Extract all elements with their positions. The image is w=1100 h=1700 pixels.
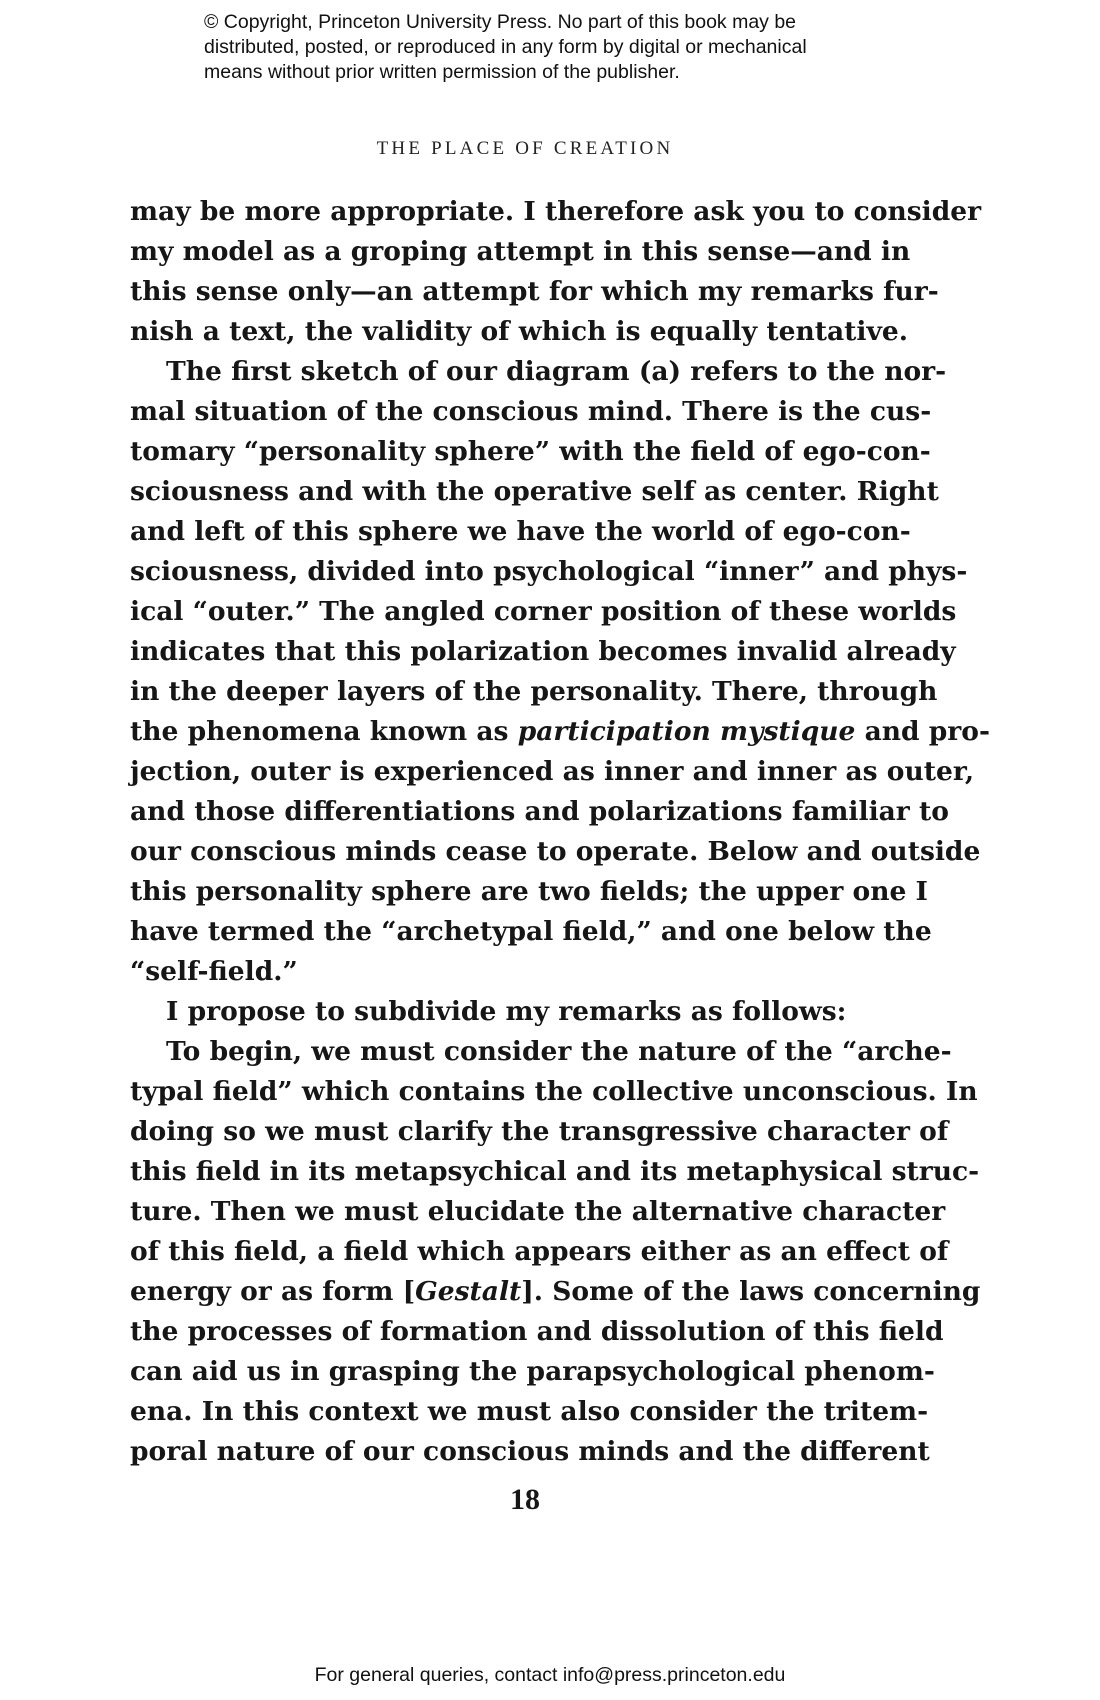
italic-term: Gestalt [415, 1276, 522, 1307]
text-line: my model as a groping attempt in this sense—and in [130, 236, 911, 267]
text-line: tomary “personality sphere” with the field of ego-con- [130, 436, 931, 467]
text-line-with-italic [130, 712, 990, 752]
text-line: and those differentiations and polarizations familiar to [130, 796, 949, 827]
text-line: ical “outer.” The angled corner position of these worlds [130, 596, 957, 627]
text-line: the processes of formation and dissolution of this field [130, 1316, 944, 1347]
text-line: may be more appropriate. I therefore ask you to consider [130, 196, 982, 227]
text-line: have termed the “archetypal field,” and one below the [130, 916, 932, 947]
footer-contact: For general queries, contact info@press.princeton.edu [314, 1664, 786, 1686]
body-text [130, 192, 990, 1472]
text-segment: energy or as form [ [130, 1276, 416, 1307]
text-line: this field in its metapsychical and its metaphysical struc- [130, 1156, 980, 1187]
italic-term: participation mystique [517, 716, 856, 747]
text-line: this sense only—an attempt for which my remarks fur- [130, 276, 939, 307]
text-line: this personality sphere are two fields; the upper one I [130, 876, 928, 907]
paragraph-first-line: The first sketch of our diagram (a) refers to the nor- [166, 356, 947, 387]
copyright-line: distributed, posted, or reproduced in any form by digital or mechanical [204, 36, 807, 58]
text-line-with-italic [130, 1272, 981, 1312]
text-line: ture. Then we must elucidate the alternative character [130, 1196, 946, 1227]
copyright-line: means without prior written permission of the publisher. [204, 61, 680, 83]
text-line: sciousness, divided into psychological “inner” and phys- [130, 556, 968, 587]
text-line: nish a text, the validity of which is equally tentative. [130, 316, 908, 347]
text-line: doing so we must clarify the transgressive character of [130, 1116, 949, 1147]
text-line: and left of this sphere we have the world of ego-con- [130, 516, 911, 547]
text-line: in the deeper layers of the personality. There, through [130, 676, 938, 707]
text-line: sciousness and with the operative self as center. Right [130, 476, 939, 507]
text-segment: ]. Some of the laws concerning [521, 1276, 981, 1307]
text-line: “self-field.” [130, 956, 298, 987]
text-line: typal field” which contains the collective unconscious. In [130, 1076, 978, 1107]
page-number: 18 [510, 1483, 540, 1516]
text-line: poral nature of our conscious minds and the different [130, 1436, 930, 1467]
copyright-notice [204, 10, 924, 85]
running-head: THE PLACE OF CREATION [376, 138, 674, 159]
text-line: jection, outer is experienced as inner and inner as outer, [130, 756, 975, 787]
text-segment: the phenomena known as [130, 716, 518, 747]
text-line: indicates that this polarization becomes invalid already [130, 636, 956, 667]
text-line: can aid us in grasping the parapsychological phenom- [130, 1356, 935, 1387]
paragraph-first-line: To begin, we must consider the nature of the “arche- [166, 1036, 952, 1067]
text-segment: and pro- [855, 716, 990, 747]
copyright-line: © Copyright, Princeton University Press. No part of this book may be [204, 11, 797, 33]
text-line: ena. In this context we must also consider the tritem- [130, 1396, 929, 1427]
text-line: of this field, a field which appears either as an effect of [130, 1236, 949, 1267]
text-line: our conscious minds cease to operate. Below and outside [130, 836, 981, 867]
text-line: mal situation of the conscious mind. There is the cus- [130, 396, 932, 427]
paragraph-first-line: I propose to subdivide my remarks as follows: [166, 996, 847, 1027]
